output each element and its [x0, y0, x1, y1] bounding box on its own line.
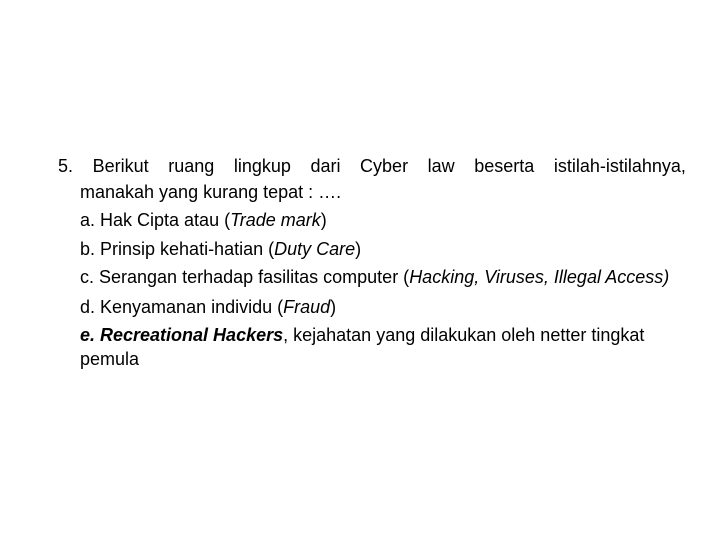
option-d-text: d. Kenyamanan individu (	[80, 297, 284, 317]
option-a-close: )	[320, 210, 327, 230]
option-c	[80, 265, 670, 289]
question-word: beserta	[474, 156, 535, 176]
option-d	[80, 294, 670, 320]
option-b	[80, 236, 670, 262]
question-word: istilah-istilahnya,	[553, 156, 686, 176]
option-b-term: Duty Care	[274, 239, 356, 259]
option-d-term: Fraud	[283, 297, 331, 317]
question-word: Cyber	[360, 156, 409, 176]
question-word: lingkup	[233, 156, 291, 176]
option-e-text: , kejahatan yang dilakukan oleh netter tingkat pemula	[80, 325, 645, 369]
question-line-1	[58, 153, 686, 179]
answer-options	[58, 207, 670, 371]
question-number: 5.	[58, 156, 74, 176]
question-word: Berikut	[92, 156, 149, 176]
question-word: dari	[310, 156, 341, 176]
option-a	[80, 207, 670, 233]
question-word: ruang	[168, 156, 215, 176]
option-b-close: )	[355, 239, 362, 259]
option-a-text: a. Hak Cipta atau (	[80, 210, 231, 230]
option-e-term: e. Recreational Hackers	[80, 325, 284, 345]
option-c-text: c. Serangan terhadap fasilitas computer (	[80, 267, 410, 287]
question-line-2: manakah yang kurang tepat : ….	[80, 182, 342, 202]
option-b-text: b. Prinsip kehati-hatian (	[80, 239, 275, 259]
question-word: law	[427, 156, 455, 176]
option-c-close: )	[663, 267, 670, 287]
question-block	[58, 153, 686, 374]
option-c-term: Hacking, Viruses, Illegal Access	[409, 267, 664, 287]
option-d-close: )	[330, 297, 337, 317]
option-a-term: Trade mark	[230, 210, 321, 230]
option-e	[80, 323, 670, 371]
